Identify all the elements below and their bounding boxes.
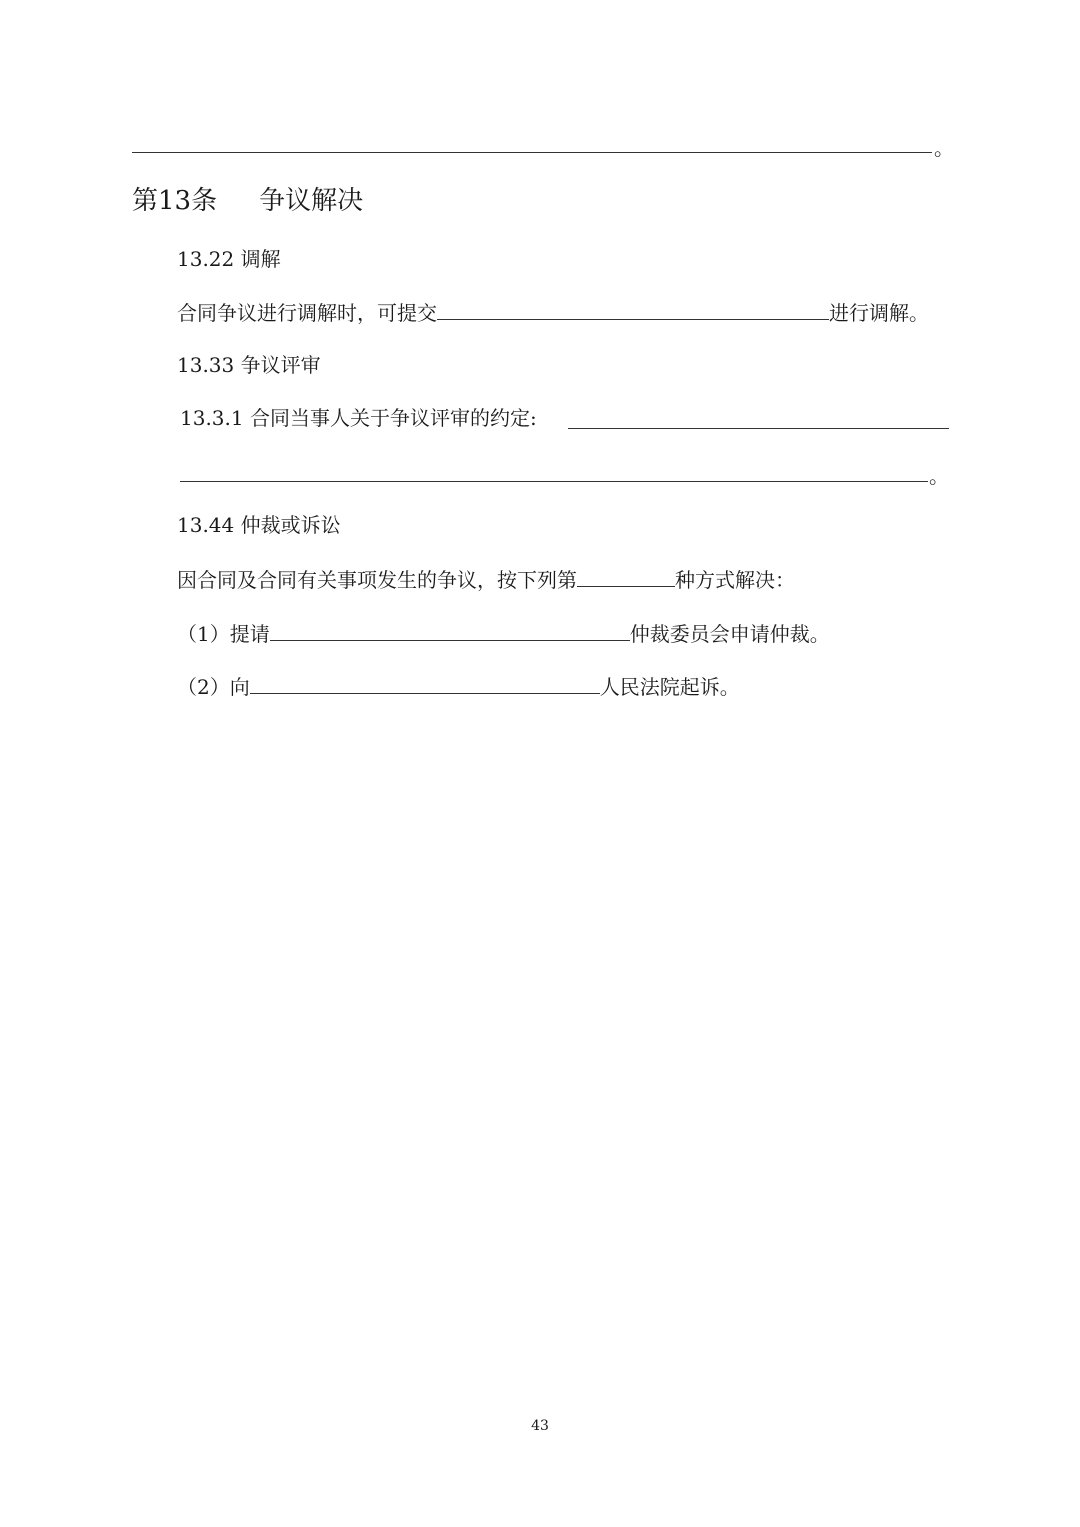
section-heading-review: 13.33 争议评审 (177, 353, 321, 377)
mediation-fill-in-field[interactable] (437, 299, 829, 320)
period: 。 (934, 136, 954, 160)
section-heading-mediation: 13.22 调解 (177, 247, 281, 271)
page-number: 43 (531, 1418, 549, 1434)
method-number-field[interactable] (577, 566, 675, 587)
article-heading (132, 186, 363, 216)
mediation-text-before: 合同争议进行调解时，可提交 (177, 301, 437, 325)
court-field[interactable] (250, 673, 600, 694)
arbitration-option-2 (177, 673, 740, 699)
arbitration-intro-after: 种方式解决： (675, 568, 795, 592)
mediation-paragraph (177, 299, 929, 325)
review-clause-text: 13.3.1 合同当事人关于争议评审的约定: (180, 406, 537, 430)
article-title: 争议解决 (259, 186, 364, 216)
period: 。 (929, 464, 949, 488)
section-heading-arbitration: 13.44 仲裁或诉讼 (177, 513, 341, 537)
option2-before: （2）向 (177, 675, 250, 699)
arbitration-option-1 (177, 620, 830, 646)
option1-before: （1）提请 (177, 622, 270, 646)
fill-in-line[interactable] (132, 152, 932, 153)
option1-after: 仲裁委员会申请仲裁。 (629, 622, 830, 646)
mediation-text-after: 进行调解。 (829, 301, 929, 325)
arbitration-intro-before: 因合同及合同有关事项发生的争议，按下列第 (177, 568, 577, 592)
option2-after: 人民法院起诉。 (599, 675, 740, 699)
article-number: 第13条 (132, 186, 218, 216)
arbitration-commission-field[interactable] (270, 620, 630, 641)
review-fill-in-field-2[interactable] (180, 481, 928, 482)
review-fill-in-field[interactable] (568, 428, 949, 429)
review-clause (180, 406, 537, 430)
arbitration-intro (177, 566, 795, 592)
